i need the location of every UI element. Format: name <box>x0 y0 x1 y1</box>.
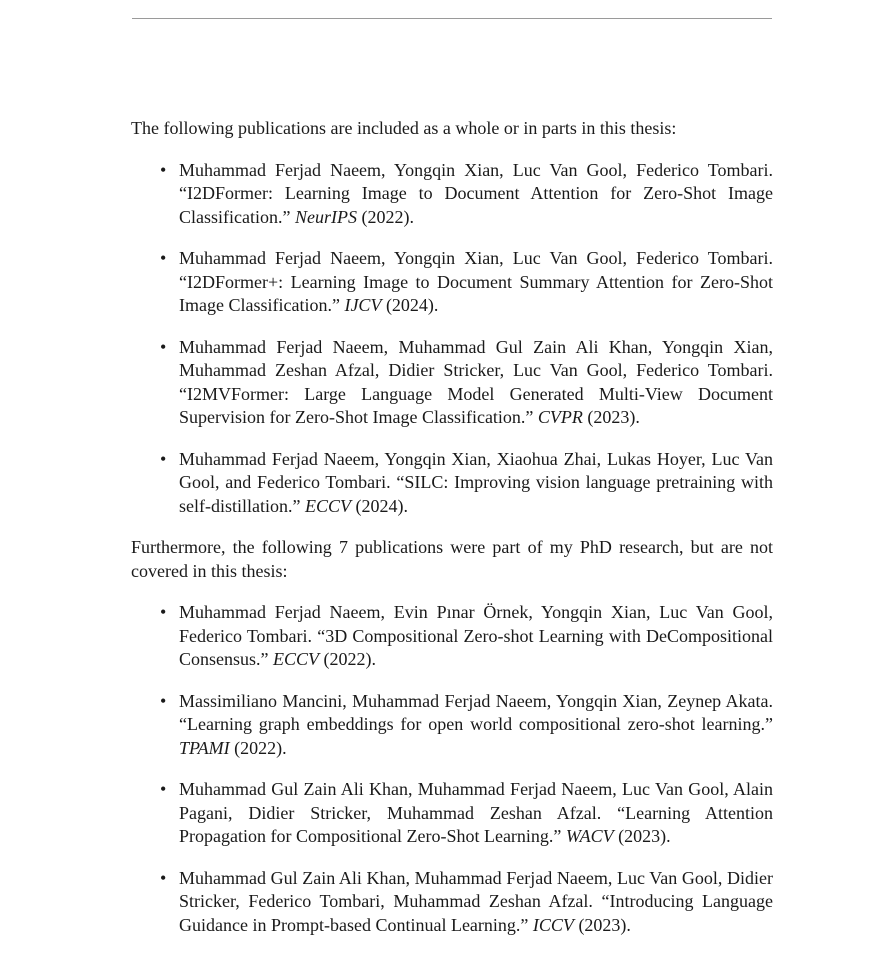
publication-year: (2022). <box>323 649 377 669</box>
publication-authors: Massimiliano Mancini, Muhammad Ferjad Naeem, Yongqin Xian, Zeynep Akata. <box>179 690 773 711</box>
bullet-icon: • <box>160 690 167 711</box>
bullet-icon: • <box>160 248 167 268</box>
included-publications-list <box>131 159 773 519</box>
publication-venue: CVPR <box>537 407 583 427</box>
publication-authors: Muhammad Ferjad Naeem, Yongqin Xian, Luc Van Gool, Federico Tombari. <box>179 159 773 180</box>
publication-authors: Muhammad Ferjad Naeem, Evin Pınar Örnek, Yongqin Xian, Luc Van Gool, Federico Tombari. <box>179 602 773 646</box>
publication-title: “Introducing Language Guidance in Prompt-based Continual Learning.” <box>179 891 774 935</box>
publication-venue: ECCV <box>273 649 320 669</box>
intro-other-text: Furthermore, the following 7 publications were part of my PhD research, but are not covered in this thesis: <box>131 537 773 581</box>
publication-title: “Learning Attention Propagation for Compositional Zero-Shot Learning.” <box>179 802 773 846</box>
bullet-icon: • <box>160 159 167 180</box>
publication-authors: Muhammad Ferjad Naeem, Muhammad Gul Zain Ali Khan, Yongqin Xian, Muhammad Zeshan Afzal, Didier Stricker, Luc Van Gool, Federico Tombari. <box>179 336 773 380</box>
bullet-icon: • <box>160 602 167 622</box>
publications-section <box>131 117 773 937</box>
publication-year: (2022). <box>234 737 287 758</box>
publication-venue: TPAMI <box>179 737 230 758</box>
header-rule <box>132 18 772 19</box>
publication-year: (2023). <box>578 914 631 935</box>
publication-authors: Muhammad Ferjad Naeem, Yongqin Xian, Xiaohua Zhai, Lukas Hoyer, Luc Van Gool, and Federico Tombari. <box>179 448 773 492</box>
publication-title: “3D Compositional Zero-shot Learning with DeCompositional Consensus.” <box>179 625 774 669</box>
publication-authors: Muhammad Gul Zain Ali Khan, Muhammad Ferjad Naeem, Luc Van Gool, Didier Stricker, Federico Tombari, Muhammad Zeshan Afzal. <box>179 867 773 911</box>
publication-venue: WACV <box>565 826 614 846</box>
other-publications-list <box>131 601 773 937</box>
publication-item <box>131 159 773 230</box>
publication-venue: IJCV <box>344 295 382 315</box>
bullet-icon: • <box>160 448 167 469</box>
publication-year: (2023). <box>618 826 671 846</box>
publication-authors: Muhammad Gul Zain Ali Khan, Muhammad Ferjad Naeem, Luc Van Gool, Alain Pagani, Didier Stricker, Muhammad Zeshan Afzal. <box>179 779 773 823</box>
publication-title: “Learning graph embeddings for open world compositional zero-shot learning.” <box>179 714 773 734</box>
bullet-icon: • <box>160 867 167 888</box>
intro-included-text: The following publications are included as a whole or in parts in this thesis: <box>131 118 677 138</box>
bullet-icon: • <box>160 336 167 357</box>
bullet-icon: • <box>160 779 167 799</box>
publication-title: “I2DFormer+: Learning Image to Document Summary Attention for Zero-Shot Image Classification.” <box>179 271 773 315</box>
publication-year: (2024). <box>355 495 408 516</box>
publication-item <box>131 867 773 938</box>
publication-item <box>131 336 773 430</box>
publication-title: “I2DFormer: Learning Image to Document Attention for Zero-Shot Image Classification.” <box>179 183 773 227</box>
publication-authors: Muhammad Ferjad Naeem, Yongqin Xian, Luc Van Gool, Federico Tombari. <box>179 248 773 268</box>
publication-year: (2024). <box>385 295 439 315</box>
publication-item <box>131 690 773 761</box>
publication-title: “SILC: Improving vision language pretraining with self-distillation.” <box>179 472 773 516</box>
publication-title: “I2MVFormer: Large Language Model Generated Multi-View Document Supervision for Zero-Shot Image Classification.” <box>179 383 773 427</box>
publication-item <box>131 247 773 318</box>
publication-venue: NeurIPS <box>294 206 357 227</box>
publication-venue: ECCV <box>304 495 351 516</box>
publication-item <box>131 778 773 849</box>
publication-year: (2022). <box>361 206 414 227</box>
publication-year: (2023). <box>587 407 640 427</box>
publication-item <box>131 448 773 519</box>
publication-item <box>131 601 773 672</box>
publication-venue: ICCV <box>532 914 574 935</box>
